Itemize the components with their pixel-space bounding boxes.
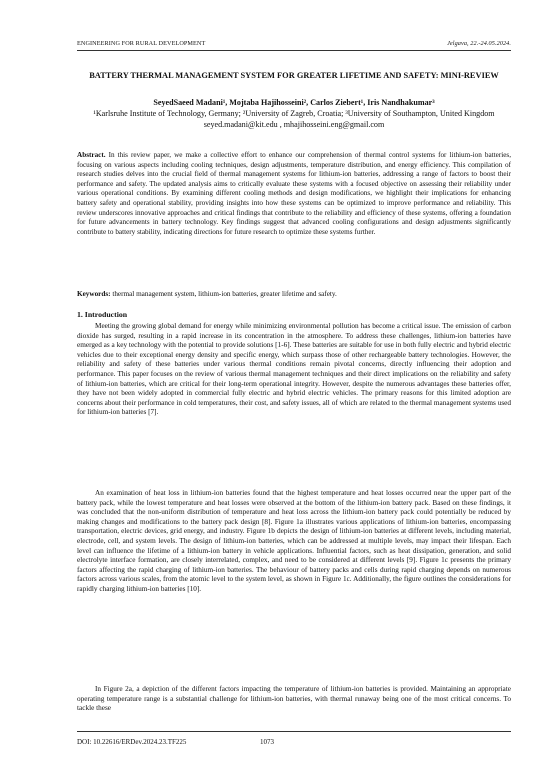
intro-paragraph-3: In Figure 2a, a depiction of the different factors impacting the temperature of lithium-ion batteries is provided. Maintaining an appropriate operating temperature range is a substantial challenge for lithium-ion batteries, with thermal runaway being one of the most critical concerns. To tackle these xyxy=(77,685,511,713)
keywords-label: Keywords: xyxy=(77,290,111,298)
intro-paragraph-1: Meeting the growing global demand for energy while minimizing environmental pollution has become a critical issue. The emission of carbon dioxide has surged, resulting in a rapid increase in its concentration in the atmosphere. To address these challenges, lithium-ion batteries have emerged as a key technology with the potential to provide solutions [1-6]. These batteries are suitable for use in both fully electric and hybrid electric vehicles due to their exceptional energy density and specific energy, which surpass those of other rechargeable battery technologies. However, the reliability and safety of these batteries under various thermal conditions remain pivotal concerns, directly influencing their adoption and performance. This paper focuses on the review of various thermal management techniques and their direct implications on the reliability and safety of lithium-ion batteries, which are critical for their long-term operational integrity. However, despite the numerous advantages these batteries offer, they have not been widely adopted in commercial fully electric and hybrid electric vehicles. The primary reasons for this limited adoption are concerns about their performance in cold temperatures, their cost, and safety issues, all of which are related to the thermal management systems used for lithium-ion batteries [7]. xyxy=(77,322,511,417)
conference-date: Jelgava, 22.-24.05.2024. xyxy=(447,40,511,47)
intro-paragraph-2: An examination of heat loss in lithium-ion batteries found that the highest temperature and heat losses occurred near the upper part of the battery pack, while the lowest temperature and heat losses were observed at the bottom of the lithium-ion battery pack. Based on these findings, it was concluded that the non-uniform distribution of temperature and heat loss across the lithium-ion battery pack could potentially be reduced by making changes and modifications to the battery pack design [8]. Figure 1a illustrates various applications of lithium-ion batteries, encompassing transportation, electric devices, grid energy, and industry. Figure 1b depicts the design of lithium-ion batteries at different levels, including material, electrode, cell, and system levels. The design of lithium-ion batteries, which can be addressed at multiple levels, may impact their lifespan. Each level can influence the lifetime of a lithium-ion battery in vehicle applications. Influential factors, such as heat dissipation, generation, and solid electrolyte interface formation, are closely interrelated, complex, and need to be considered at different levels [9]. Figure 1c presents the primary factors affecting the rapid charging of lithium-ion batteries. The behaviour of battery packs and cells during rapid charging depends on numerous factors across various scales, from the atomic level to the system level, as shown in Figure 1c. Additionally, the figure outlines the considerations for rapidly charging lithium-ion batteries [10]. xyxy=(77,489,511,593)
abstract-text: In this review paper, we make a collective effort to enhance our comprehension of thermal control systems for lithium-ion batteries, focusing on various aspects including cooling techniques, design adjustments, temperature distribution, and energy efficiency. This compilation of research studies delves into the crucial field of thermal management systems for lithium-ion batteries, addressing a range of factors to boost their performance and safety. The updated analysis aims to critically evaluate these systems with a focused objective on assessing their reliability under various operational conditions. By examining different cooling methods and design modifications, we highlight their implications for enhancing battery safety and operational stability, providing insights into how these systems can be optimized to improve performance and reliability. This review underscores innovative approaches and critical findings that contribute to the reliability and efficiency of these systems, offering a foundation for future advancements in battery technology. Key findings suggest that advanced cooling configurations and design adjustments significantly contribute to battery stability, indicating directions for future research to optimize these systems further. xyxy=(77,151,511,236)
page-number: 1073 xyxy=(260,738,274,746)
author-names: SeyedSaeed Madani¹, Mojtaba Hajihosseini², Carlos Ziebert¹, Iris Nandhakumar³ xyxy=(153,98,435,107)
footer-divider xyxy=(77,731,511,732)
author-block xyxy=(77,97,511,130)
running-header xyxy=(77,40,511,50)
keywords xyxy=(77,290,511,300)
journal-name: ENGINEERING FOR RURAL DEVELOPMENT xyxy=(77,40,206,47)
header-divider xyxy=(77,50,511,51)
doi-link[interactable]: DOI: 10.22616/ERDev.2024.23.TF225 xyxy=(77,738,187,746)
keywords-text: thermal management system, lithium-ion batteries, greater lifetime and safety. xyxy=(110,290,337,298)
author-affiliations: ¹Karlsruhe Institute of Technology, Germany; ²University of Zagreb, Croatia; ³University of Southampton, United Kingdom xyxy=(93,109,495,118)
paper-title: BATTERY THERMAL MANAGEMENT SYSTEM FOR GREATER LIFETIME AND SAFETY: MINI-REVIEW xyxy=(89,71,499,80)
abstract-label: Abstract. xyxy=(77,151,106,159)
abstract xyxy=(77,151,511,237)
author-emails: seyed.madani@kit.edu , mhajihosseini.eng@gmail.com xyxy=(203,120,385,129)
section-heading: 1. Introduction xyxy=(77,310,128,319)
